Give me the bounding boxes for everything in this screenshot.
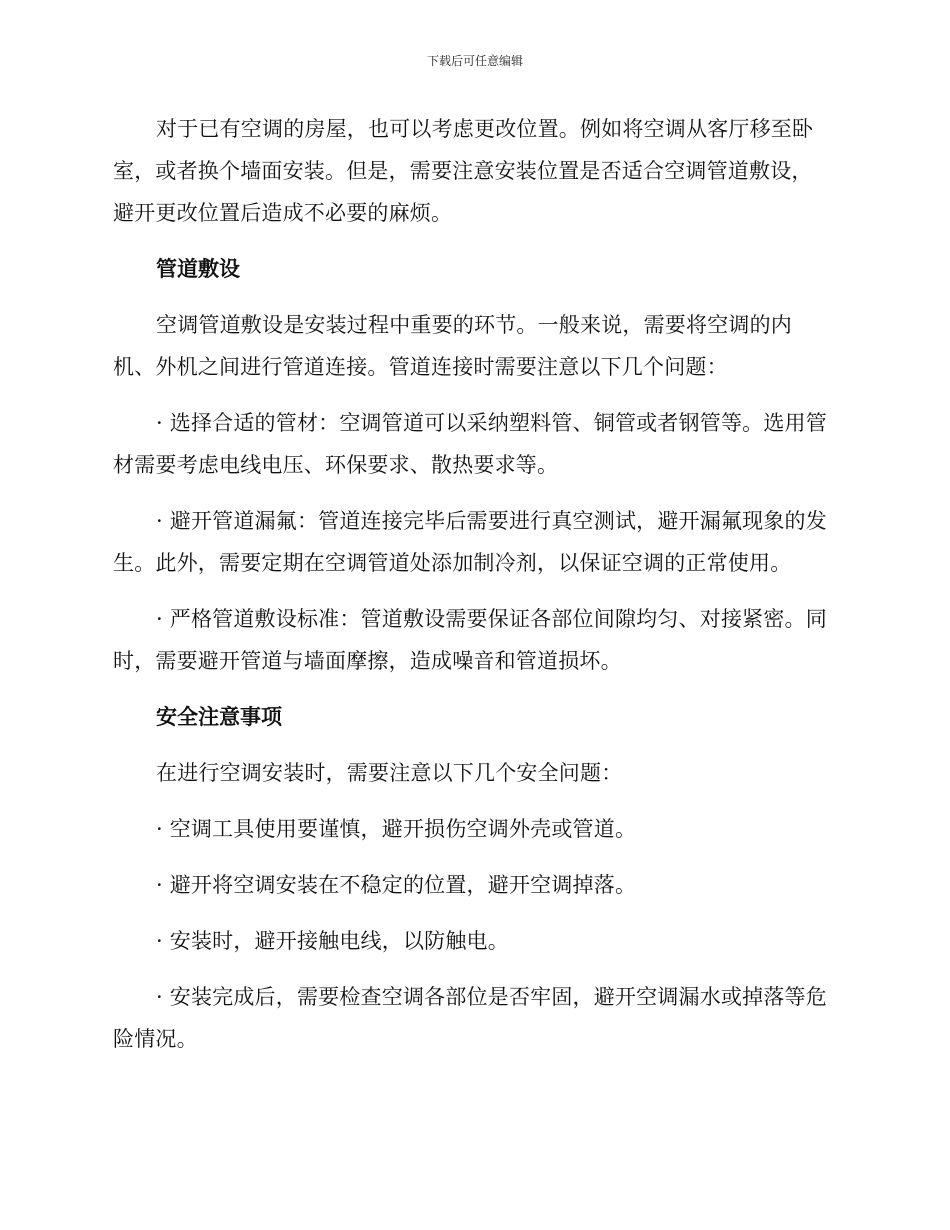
bullet-pipe-material: · 选择合适的管材：空调管道可以采纳塑料管、铜管或者钢管等。选用管材需要考虑电线电压、环保要求、散热要求等。 bbox=[113, 411, 827, 477]
bullet-final-check: · 安装完成后，需要检查空调各部位是否牢固，避开空调漏水或掉落等危险情况。 bbox=[113, 985, 827, 1051]
document-body bbox=[113, 108, 833, 1074]
section-heading-piping: 管道敷设 bbox=[156, 257, 240, 281]
bullet-tool-care: · 空调工具使用要谨慎，避开损伤空调外壳或管道。 bbox=[156, 817, 637, 841]
paragraph-relocation: 对于已有空调的房屋，也可以考虑更改位置。例如将空调从客厅移至卧室，或者换个墙面安装。但是，需要注意安装位置是否适合空调管道敷设，避开更改位置后造成不必要的麻烦。 bbox=[113, 117, 814, 225]
paragraph-safety-intro: 在进行空调安装时，需要注意以下几个安全问题： bbox=[156, 761, 623, 785]
bullet-leak-prevention: · 避开管道漏氟：管道连接完毕后需要进行真空测试，避开漏氟现象的发生。此外，需要定期在空调管道处添加制冷剂，以保证空调的正常使用。 bbox=[113, 509, 827, 575]
section-heading-safety: 安全注意事项 bbox=[156, 705, 282, 729]
bullet-electric-safety: · 安装时，避开接触电线，以防触电。 bbox=[156, 929, 509, 953]
page-header: 下载后可任意编辑 bbox=[426, 54, 523, 68]
paragraph-piping-intro: 空调管道敷设是安装过程中重要的环节。一般来说，需要将空调的内机、外机之间进行管道连接。管道连接时需要注意以下几个问题： bbox=[113, 313, 792, 379]
bullet-laying-standard: · 严格管道敷设标准：管道敷设需要保证各部位间隙均匀、对接紧密。同时，需要避开管道与墙面摩擦，造成噪音和管道损坏。 bbox=[113, 607, 827, 673]
bullet-stable-position: · 避开将空调安装在不稳定的位置，避开空调掉落。 bbox=[156, 873, 637, 897]
